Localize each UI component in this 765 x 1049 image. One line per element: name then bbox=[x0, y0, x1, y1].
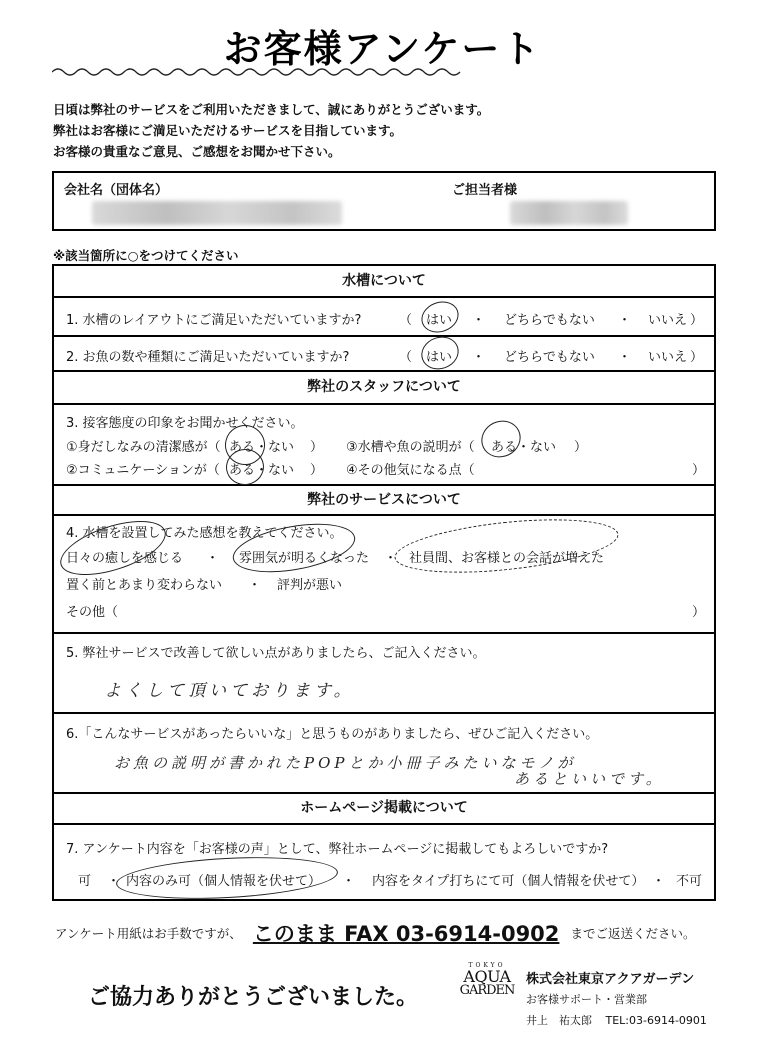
section-heading-aquarium: 水槽について bbox=[54, 266, 714, 298]
question-3-row bbox=[54, 405, 714, 486]
q4-option-no-change[interactable]: 置く前とあまり変わらない bbox=[66, 578, 223, 593]
q2-option-neutral[interactable]: どちらでもない bbox=[504, 350, 595, 365]
page-title: お客様アンケート bbox=[223, 27, 542, 71]
separator: ・ bbox=[472, 350, 486, 365]
q3-item-4-label: ④その他気になる点（ bbox=[346, 463, 475, 478]
section-heading-staff: 弊社のスタッフについて bbox=[54, 372, 714, 405]
q4-option-conversation[interactable]: 社員間、お客様との会話が増えた bbox=[409, 551, 605, 566]
question-4-text: 4. 水槽を設置してみた感想を教えてください。 bbox=[66, 526, 343, 541]
q4-other-label: その他（ bbox=[66, 605, 119, 620]
intro-line-2: 弊社はお客様にご満足いただけるサービスを目指しています。 bbox=[53, 123, 403, 138]
separator: ・ bbox=[248, 578, 262, 593]
separator: ・ bbox=[652, 874, 666, 889]
fax-instruction bbox=[55, 918, 696, 948]
question-6-text: 6.「こんなサービスがあったらいいな」と思うものがありましたら、ぜひご記入ください。 bbox=[66, 727, 599, 742]
paren-open: （ bbox=[399, 313, 413, 328]
q1-selection-circle bbox=[417, 296, 463, 337]
instruction-note: ※該当箇所に○をつけてください bbox=[53, 248, 239, 263]
section-heading-service: 弊社のサービスについて bbox=[54, 486, 714, 516]
department-name: お客様サポート・営業部 bbox=[526, 993, 647, 1006]
separator: ・ bbox=[618, 313, 632, 328]
separator: ・ bbox=[107, 874, 121, 889]
separator: ・ bbox=[472, 313, 486, 328]
q2-option-yes[interactable]: はい bbox=[426, 350, 453, 365]
contact-person-field-redacted[interactable] bbox=[510, 201, 628, 225]
contact-info bbox=[526, 1012, 707, 1028]
q1-option-no[interactable]: いいえ bbox=[648, 313, 688, 328]
separator: ・ bbox=[206, 551, 220, 566]
separator: ・ bbox=[618, 350, 632, 365]
paren-close: ） bbox=[690, 313, 704, 328]
q4-option-bad-reputation[interactable]: 評判が悪い bbox=[277, 578, 343, 593]
question-1-text: 1. 水槽のレイアウトにご満足いただいていますか? bbox=[66, 313, 362, 328]
question-5-row bbox=[54, 634, 714, 714]
section-heading-homepage: ホームページ掲載について bbox=[54, 794, 714, 825]
q6-handwritten-answer-line-2[interactable]: あるといいです。 bbox=[514, 770, 665, 788]
company-name: 株式会社東京アクアガーデン bbox=[526, 972, 695, 987]
q4-option-relaxing[interactable]: 日々の癒しを感じる bbox=[66, 551, 184, 566]
q4-circle-conversation bbox=[392, 510, 621, 581]
logo-aqua: AQUA bbox=[463, 967, 511, 986]
wave-divider bbox=[52, 64, 467, 80]
q3-item-3-label: ③水槽や魚の説明が（ bbox=[346, 440, 475, 455]
separator: ・ bbox=[342, 874, 356, 889]
q3-item-3-answer[interactable]: ある・ない bbox=[491, 440, 557, 455]
paren-close: ） bbox=[310, 440, 324, 455]
q2-selection-circle bbox=[417, 331, 464, 374]
intro-line-1: 日頃は弊社のサービスをご利用いただきまして、誠にありがとうございます。 bbox=[53, 102, 490, 117]
paren-close: ） bbox=[692, 605, 706, 620]
customer-info-box bbox=[52, 171, 716, 231]
aqua-garden-logo bbox=[453, 962, 521, 998]
question-4-row bbox=[54, 516, 714, 634]
separator: ・ bbox=[384, 551, 398, 566]
q5-handwritten-answer[interactable]: よくして頂いております。 bbox=[104, 681, 355, 701]
intro-text bbox=[53, 99, 489, 162]
question-7-row bbox=[54, 825, 714, 901]
q7-option-allow[interactable]: 可 bbox=[78, 874, 92, 889]
thank-you-message: ご協力ありがとうございました。 bbox=[88, 985, 419, 1010]
question-5-text: 5. 弊社サービスで改善して欲しい点がありましたら、ご記入ください。 bbox=[66, 646, 486, 661]
q2-option-no[interactable]: いいえ bbox=[648, 350, 688, 365]
paren-close: ） bbox=[690, 350, 704, 365]
fax-prefix: アンケート用紙はお手数ですが、 bbox=[55, 926, 242, 941]
company-name-field-redacted[interactable] bbox=[92, 201, 342, 225]
question-2-text: 2. お魚の数や種類にご満足いただいていますか? bbox=[66, 350, 350, 365]
question-7-text: 7. アンケート内容を「お客様の声」として、弊社ホームページに掲載してもよろしいですか? bbox=[66, 842, 609, 857]
q6-handwritten-answer-line-1[interactable]: お魚の説明が書かれたPOPとか小冊子みたいなモノが bbox=[114, 754, 577, 772]
survey-form bbox=[52, 264, 716, 901]
question-2-row bbox=[54, 337, 714, 372]
q3-item-2-label: ②コミュニケーションが（ bbox=[66, 463, 220, 478]
q7-selection-circle bbox=[115, 852, 339, 904]
q4-option-brighter[interactable]: 雰囲気が明るくなった bbox=[239, 551, 370, 566]
q3-item-1-label: ①身だしなみの清潔感が（ bbox=[66, 440, 221, 455]
paren-close: ） bbox=[310, 463, 324, 478]
q7-option-content-only[interactable]: 内容のみ可（個人情報を伏せて） bbox=[126, 874, 322, 889]
fax-suffix: までご返送ください。 bbox=[570, 926, 696, 941]
paren-open: （ bbox=[399, 350, 413, 365]
company-name-label: 会社名（団体名） bbox=[64, 183, 169, 198]
question-3-text: 3. 接客態度の印象をお聞かせください。 bbox=[66, 416, 304, 431]
q1-option-yes[interactable]: はい bbox=[426, 313, 453, 328]
q3-item-2-answer[interactable]: ある・ない bbox=[229, 463, 295, 478]
intro-line-3: お客様の貴重なご意見、ご感想をお聞かせ下さい。 bbox=[53, 144, 341, 159]
logo-tokyo: TOKYO bbox=[468, 962, 506, 969]
q7-option-deny[interactable]: 不可 bbox=[676, 874, 703, 889]
contact-tel[interactable]: TEL:03-6914-0901 bbox=[605, 1014, 707, 1027]
logo-garden: GARDEN bbox=[459, 983, 515, 998]
q3-item-3-circle bbox=[475, 414, 526, 464]
contact-person-label: ご担当者様 bbox=[452, 183, 518, 198]
paren-close: ） bbox=[574, 440, 588, 455]
q1-option-neutral[interactable]: どちらでもない bbox=[504, 313, 595, 328]
question-6-row bbox=[54, 714, 714, 794]
paren-close: ） bbox=[692, 463, 706, 478]
fax-number[interactable]: このまま FAX 03-6914-0902 bbox=[252, 922, 560, 946]
q3-item-1-answer[interactable]: ある・ない bbox=[229, 440, 295, 455]
question-1-row bbox=[54, 298, 714, 337]
contact-person: 井上 祐太郎 bbox=[526, 1014, 592, 1027]
q7-option-typed[interactable]: 内容をタイプ打ちにて可（個人情報を伏せて） bbox=[372, 874, 645, 889]
